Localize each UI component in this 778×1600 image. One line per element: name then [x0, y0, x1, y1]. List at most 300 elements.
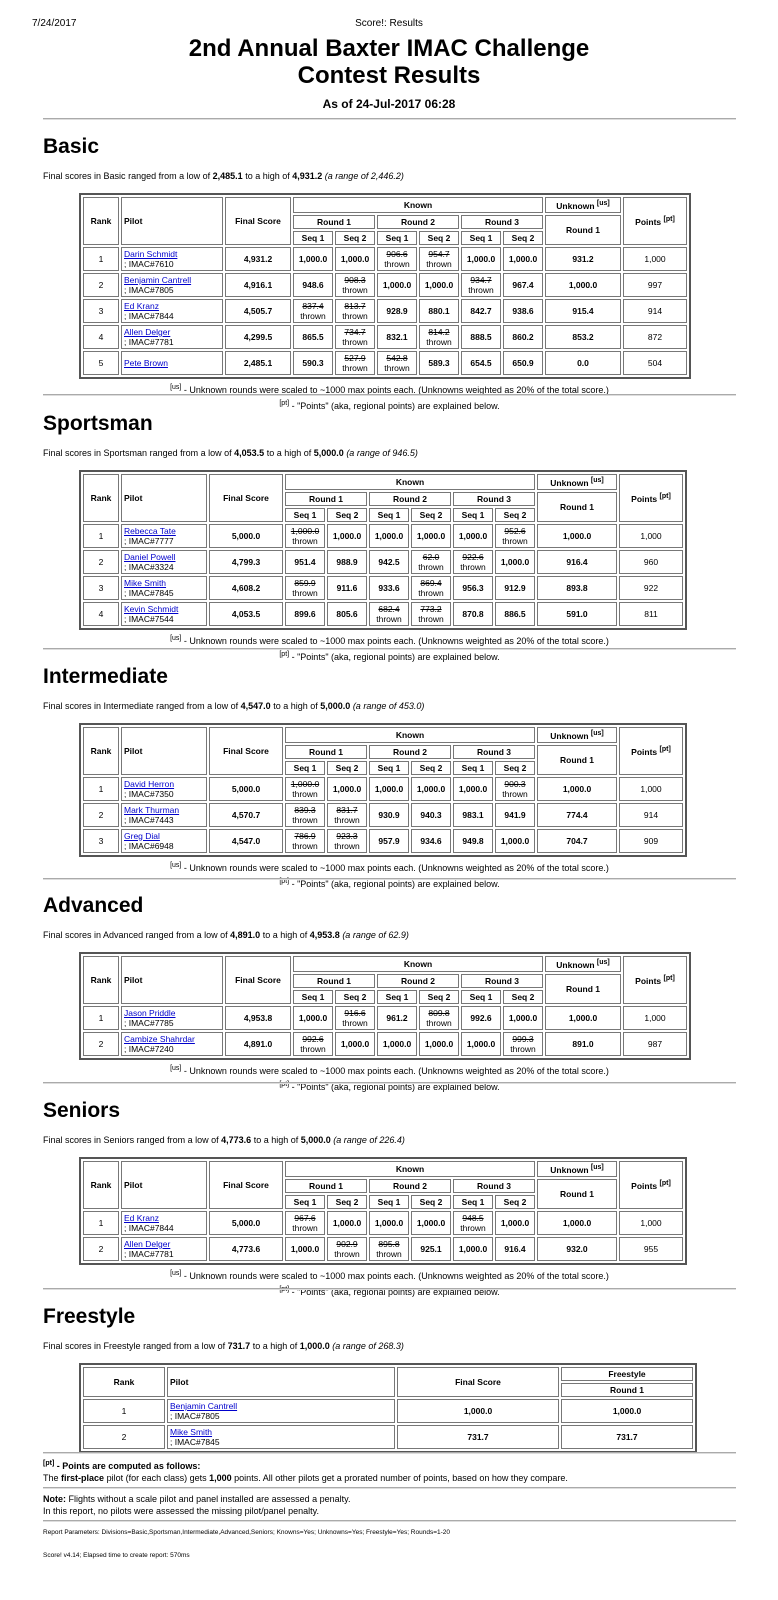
- points-bold-first-place: first-place: [61, 1473, 105, 1483]
- col-seq-2: Seq 2: [495, 761, 535, 775]
- seq-score-value: 809.8: [428, 1007, 450, 1018]
- seq-score-cell: 912.9: [495, 576, 535, 600]
- seq-score-value: 734.7: [344, 326, 366, 337]
- range-high: 5,000.0: [300, 1135, 331, 1145]
- col-round-3: Round 3: [453, 1179, 535, 1193]
- seq-score-cell: 1,000.0: [461, 247, 501, 271]
- table-row: [83, 351, 687, 375]
- seq-score-cell-thrown: [495, 777, 535, 801]
- col-known: Known: [293, 197, 543, 213]
- thrown-label: thrown: [334, 1248, 360, 1259]
- label-text: Intermediate: [103, 701, 154, 711]
- seq-score-cell: 1,000.0: [285, 1237, 325, 1261]
- seq-score-cell: 1,000.0: [377, 273, 417, 297]
- seq-score-cell: 949.8: [453, 829, 493, 853]
- rank-cell: 2: [83, 273, 119, 297]
- note-label: Note:: [43, 1494, 66, 1504]
- pilot-cell: [121, 576, 207, 600]
- thrown-label: thrown: [376, 613, 402, 624]
- col-rank: Rank: [83, 1367, 165, 1397]
- seq-score-cell: 938.6: [503, 299, 543, 323]
- seq-score-cell-thrown: [377, 351, 417, 375]
- col-points: [619, 1161, 683, 1209]
- label-text: Points: [635, 216, 662, 227]
- class-section-basic: [43, 132, 736, 413]
- pilot-cell: [121, 325, 223, 349]
- col-seq-1: Seq 1: [293, 990, 333, 1004]
- pt-marker: [pt]: [43, 1460, 55, 1467]
- seq-score-cell: 865.5: [293, 325, 333, 349]
- label-text: - Unknown rounds were scaled to ~1000 max points each. (Unknowns weighted as 20% of the total score.): [183, 1270, 609, 1281]
- seq-score-cell: 886.5: [495, 602, 535, 626]
- divider: [43, 1452, 736, 1454]
- seq-score-value: 839.3: [294, 804, 316, 815]
- label-text: Final scores in: [43, 171, 102, 181]
- seq-score-cell-thrown: [285, 524, 325, 548]
- range-high: 4,953.8: [309, 930, 340, 940]
- rank-cell: 1: [83, 1006, 119, 1030]
- label-text: Points: [631, 746, 658, 757]
- thrown-label: thrown: [502, 535, 528, 546]
- freestyle-round-1-cell: 1,000.0: [561, 1399, 693, 1423]
- label-text: to a high of: [262, 930, 308, 940]
- thrown-label: thrown: [342, 284, 368, 295]
- range-summary: [43, 1341, 736, 1355]
- label-text: - "Points" (aka, regional points) are explained below.: [291, 400, 500, 411]
- col-final-score: Final Score: [397, 1367, 559, 1397]
- imac-number: ; IMAC#7781: [124, 336, 174, 347]
- label-text: 268.3: [378, 1341, 401, 1351]
- seq-score-cell: 941.9: [495, 803, 535, 827]
- rank-cell: 2: [83, 550, 119, 574]
- pilot-cell: [121, 524, 207, 548]
- seq-score-cell: 880.1: [419, 299, 459, 323]
- table-row: [83, 1237, 683, 1261]
- thrown-label: thrown: [418, 587, 444, 598]
- table-row: [83, 325, 687, 349]
- pilot-link[interactable]: Pete Brown: [124, 357, 168, 368]
- seq-score-value: 527.9: [344, 352, 366, 363]
- col-seq-1: Seq 1: [369, 761, 409, 775]
- seq-score-cell-thrown: [285, 803, 325, 827]
- pilot-link[interactable]: Mike Smith: [124, 577, 167, 588]
- col-seq-1: Seq 1: [285, 761, 325, 775]
- seq-score-cell: 948.6: [293, 273, 333, 297]
- range-summary: [43, 448, 736, 462]
- imac-number: ; IMAC#7610: [124, 258, 174, 269]
- seq-score-cell: 870.8: [453, 602, 493, 626]
- divider: [43, 394, 736, 396]
- seq-score-cell: 961.2: [377, 1006, 417, 1030]
- seq-score-cell-thrown: [335, 299, 375, 323]
- col-round-3: Round 3: [453, 492, 535, 506]
- unknown-score-cell: 853.2: [545, 325, 621, 349]
- penalty-note: [43, 1493, 736, 1517]
- col-unknown: [545, 197, 621, 213]
- label-text: ): [400, 1341, 404, 1351]
- seq-score-cell-thrown: [285, 829, 325, 853]
- seq-score-value: 999.3: [512, 1033, 534, 1044]
- imac-number: ; IMAC#7785: [124, 1017, 174, 1028]
- range-high: 1,000.0: [299, 1341, 330, 1351]
- range-low: 4,773.6: [221, 1135, 252, 1145]
- thrown-label: thrown: [342, 1017, 368, 1028]
- seq-score-cell: 933.6: [369, 576, 409, 600]
- class-heading: Freestyle: [43, 1305, 136, 1328]
- label-text: Final scores in: [43, 930, 102, 940]
- unknown-score-cell: 1,000.0: [537, 1211, 617, 1235]
- label-text: ranged from a low of: [156, 701, 239, 711]
- col-seq-1: Seq 1: [453, 1195, 493, 1209]
- points-cell: 811: [619, 602, 683, 626]
- pilot-link[interactable]: Benjamin Cantrell: [170, 1401, 238, 1411]
- label-text: [pt]: [279, 1080, 290, 1088]
- col-round-2: Round 2: [369, 745, 451, 759]
- rank-cell: 1: [83, 1399, 165, 1423]
- thrown-label: thrown: [342, 362, 368, 373]
- table-row: [83, 803, 683, 827]
- class-heading: Sportsman: [43, 412, 153, 435]
- thrown-label: thrown: [292, 587, 318, 598]
- col-round-1: Round 1: [285, 1179, 367, 1193]
- thrown-label: thrown: [342, 310, 368, 321]
- seq-score-cell: 1,000.0: [327, 524, 367, 548]
- seq-score-value: 967.6: [294, 1212, 316, 1223]
- col-known: Known: [285, 1161, 535, 1177]
- range-span: [332, 1341, 404, 1351]
- label-text: Unknown: [556, 200, 595, 211]
- thrown-label: thrown: [292, 1222, 318, 1233]
- unknown-score-cell: 774.4: [537, 803, 617, 827]
- col-seq-1: Seq 1: [377, 231, 417, 245]
- label-text: ): [405, 930, 409, 940]
- unknown-score-cell: 915.4: [545, 299, 621, 323]
- thrown-label: thrown: [292, 814, 318, 825]
- table-row: [83, 1425, 693, 1449]
- col-unknown: [545, 956, 621, 972]
- final-score-cell: 4,608.2: [209, 576, 283, 600]
- seq-score-cell-thrown: [369, 602, 409, 626]
- points-cell: 1,000: [623, 1006, 687, 1030]
- col-seq-1: Seq 1: [461, 990, 501, 1004]
- seq-score-cell-thrown: [285, 576, 325, 600]
- col-round-2: Round 2: [369, 492, 451, 506]
- thrown-label: thrown: [334, 814, 360, 825]
- seq-score-cell: 654.5: [461, 351, 501, 375]
- pilot-link[interactable]: Daniel Powell: [124, 551, 176, 562]
- label-text: [pt]: [279, 650, 290, 658]
- table-row: [83, 1399, 693, 1423]
- seq-score-cell-thrown: [285, 1211, 325, 1235]
- label-text: Unknown: [550, 1164, 589, 1175]
- table-row: [83, 273, 687, 297]
- label-text: [pt]: [659, 1180, 671, 1187]
- pilot-link[interactable]: Kevin Schmidt: [124, 603, 179, 614]
- seq-score-cell: 1,000.0: [453, 1237, 493, 1261]
- label-text: Points: [631, 1180, 658, 1191]
- label-text: Points: [635, 975, 662, 986]
- thrown-label: thrown: [426, 1017, 452, 1028]
- final-score-cell: 731.7: [397, 1425, 559, 1449]
- final-score-cell: 4,547.0: [209, 829, 283, 853]
- seq-score-cell: 957.9: [369, 829, 409, 853]
- pilot-link[interactable]: Mike Smith: [170, 1427, 213, 1437]
- thrown-label: thrown: [300, 310, 326, 321]
- points-cell: 1,000: [619, 1211, 683, 1235]
- seq-score-value: 992.6: [302, 1033, 324, 1044]
- seq-score-cell: 1,000.0: [503, 1006, 543, 1030]
- seq-score-cell: 951.4: [285, 550, 325, 574]
- divider: [43, 1082, 736, 1084]
- points-cell: 1,000: [623, 247, 687, 271]
- unknown-score-cell: 591.0: [537, 602, 617, 626]
- pilot-link[interactable]: Allen Delger: [124, 1238, 171, 1249]
- col-freestyle-round-1: Round 1: [561, 1383, 693, 1397]
- col-pilot: Pilot: [121, 727, 207, 775]
- points-cell: 914: [623, 299, 687, 323]
- seq-score-cell: 930.9: [369, 803, 409, 827]
- table-row: [83, 576, 683, 600]
- thrown-label: thrown: [300, 1043, 326, 1054]
- pilot-cell: [121, 1006, 223, 1030]
- seq-score-value: 952.6: [504, 525, 526, 536]
- label-text: - "Points" (aka, regional points) are explained below.: [291, 878, 500, 889]
- title-line-1: 2nd Annual Baxter IMAC Challenge: [188, 35, 590, 62]
- col-seq-2: Seq 2: [495, 1195, 535, 1209]
- unknown-score-cell: 891.0: [545, 1032, 621, 1056]
- seq-score-value: 948.5: [462, 1212, 484, 1223]
- seq-score-cell: 832.1: [377, 325, 417, 349]
- divider: [43, 648, 736, 650]
- seq-score-value: 916.6: [344, 1007, 366, 1018]
- pilot-link[interactable]: Allen Delger: [124, 326, 171, 337]
- unknown-score-cell: 1,000.0: [537, 777, 617, 801]
- seq-score-cell: 860.2: [503, 325, 543, 349]
- col-unknown-round-1: Round 1: [537, 745, 617, 775]
- range-summary: [43, 171, 736, 185]
- label-text: [us]: [590, 477, 604, 484]
- footnotes: [43, 859, 736, 891]
- col-unknown-round-1: Round 1: [545, 215, 621, 245]
- col-freestyle: Freestyle: [561, 1367, 693, 1381]
- points-bold-1000: 1,000: [209, 1473, 232, 1483]
- seq-score-value: 900.3: [504, 778, 526, 789]
- points-cell: 872: [623, 325, 687, 349]
- seq-score-value: 934.7: [470, 274, 492, 285]
- label-text: [us]: [170, 1269, 182, 1277]
- thrown-label: thrown: [426, 258, 452, 269]
- points-text: pilot (for each class) gets: [106, 1473, 207, 1483]
- print-page-title: Score!: Results: [355, 18, 423, 29]
- pilot-link[interactable]: Ed Kranz: [124, 1212, 159, 1223]
- footnote-us: [43, 1062, 736, 1078]
- label-text: [us]: [170, 861, 182, 869]
- label-text: ranged from a low of: [128, 171, 211, 181]
- label-text: ranged from a low of: [136, 1135, 219, 1145]
- label-text: (a range of: [346, 448, 390, 458]
- label-text: ): [414, 448, 418, 458]
- label-text: (a range of: [342, 930, 386, 940]
- thrown-label: thrown: [418, 613, 444, 624]
- points-cell: 922: [619, 576, 683, 600]
- col-round-1: Round 1: [285, 745, 367, 759]
- pilot-link[interactable]: Cambize Shahrdar: [124, 1033, 195, 1044]
- col-seq-2: Seq 2: [503, 231, 543, 245]
- imac-number: ; IMAC#7240: [124, 1043, 174, 1054]
- thrown-label: thrown: [460, 561, 486, 572]
- col-rank: Rank: [83, 727, 119, 775]
- seq-score-value: 682.4: [378, 603, 400, 614]
- col-seq-2: Seq 2: [335, 990, 375, 1004]
- col-seq-1: Seq 1: [293, 231, 333, 245]
- imac-number: ; IMAC#7781: [124, 1248, 174, 1259]
- rank-cell: 1: [83, 247, 119, 271]
- seq-score-cell: 1,000.0: [495, 829, 535, 853]
- label-text: [pt]: [279, 399, 290, 407]
- col-seq-2: Seq 2: [327, 1195, 367, 1209]
- note-text: Flights without a scale pilot and panel installed are assessed a penalty.: [68, 1494, 351, 1504]
- label-text: Final scores in: [43, 1135, 102, 1145]
- pilot-cell: [121, 247, 223, 271]
- pilot-cell: [121, 273, 223, 297]
- seq-score-cell: 988.9: [327, 550, 367, 574]
- pilot-link[interactable]: Mark Thurman: [124, 804, 180, 815]
- col-points: [623, 197, 687, 245]
- range-span: [353, 701, 425, 711]
- class-section-sportsman: [43, 409, 736, 664]
- seq-score-value: 869.4: [420, 577, 442, 588]
- final-score-cell: 5,000.0: [209, 777, 283, 801]
- label-text: [pt]: [659, 746, 671, 753]
- label-text: Unknown: [556, 959, 595, 970]
- label-text: Unknown: [550, 730, 589, 741]
- seq-score-cell: 1,000.0: [495, 550, 535, 574]
- unknown-score-cell: 1,000.0: [545, 273, 621, 297]
- pilot-link[interactable]: David Herron: [124, 778, 175, 789]
- seq-score-cell: 1,000.0: [495, 1211, 535, 1235]
- col-pilot: Pilot: [121, 197, 223, 245]
- pilot-cell: [121, 777, 207, 801]
- rank-cell: 2: [83, 803, 119, 827]
- table-row: [83, 777, 683, 801]
- footnotes: [43, 1062, 736, 1094]
- seq-score-value: 895.8: [378, 1238, 400, 1249]
- seq-score-cell: 1,000.0: [503, 247, 543, 271]
- seq-score-cell: 1,000.0: [419, 1032, 459, 1056]
- table-row: [83, 299, 687, 323]
- col-seq-2: Seq 2: [419, 990, 459, 1004]
- unknown-score-cell: 893.8: [537, 576, 617, 600]
- seq-score-cell: 1,000.0: [377, 1032, 417, 1056]
- col-pilot: Pilot: [121, 1161, 207, 1209]
- seq-score-cell-thrown: [335, 325, 375, 349]
- divider: [43, 1520, 736, 1522]
- final-score-cell: 1,000.0: [397, 1399, 559, 1423]
- seq-score-cell: 911.6: [327, 576, 367, 600]
- imac-number: ; IMAC#7844: [124, 310, 174, 321]
- seq-score-cell-thrown: [411, 550, 451, 574]
- label-text: [us]: [596, 959, 610, 966]
- thrown-label: thrown: [376, 1248, 402, 1259]
- seq-score-value: 831.7: [336, 804, 358, 815]
- pilot-link[interactable]: Rebecca Tate: [124, 525, 176, 536]
- print-date: 7/24/2017: [32, 18, 77, 29]
- report-parameters: Report Parameters: Divisions=Basic,Sportsman,Intermediate,Advanced,Seniors; Knowns=Yes; Unknowns=Yes; Freestyle=Yes; Rounds=1-20: [43, 1529, 451, 1536]
- col-round-3: Round 3: [453, 745, 535, 759]
- final-score-cell: 4,773.6: [209, 1237, 283, 1261]
- imac-number: ; IMAC#6948: [124, 840, 174, 851]
- seq-score-cell: 992.6: [461, 1006, 501, 1030]
- pilot-link[interactable]: Greg Dial: [124, 830, 160, 841]
- points-heading: - Points are computed as follows:: [56, 1461, 201, 1471]
- pilot-link[interactable]: Darin Schmidt: [124, 248, 178, 259]
- table-row: [83, 1006, 687, 1030]
- final-score-cell: 5,000.0: [209, 524, 283, 548]
- seq-score-cell-thrown: [335, 1006, 375, 1030]
- seq-score-value: 922.6: [462, 551, 484, 562]
- label-text: - Unknown rounds were scaled to ~1000 max points each. (Unknowns weighted as 20% of the total score.): [183, 1065, 609, 1076]
- pilot-cell: [121, 299, 223, 323]
- range-high: 4,931.2: [292, 171, 323, 181]
- pilot-cell: [121, 550, 207, 574]
- label-text: ): [401, 1135, 405, 1145]
- seq-score-cell-thrown: [327, 829, 367, 853]
- pilot-link[interactable]: Jason Priddle: [124, 1007, 176, 1018]
- rank-cell: 2: [83, 1032, 119, 1056]
- seq-score-value: 908.3: [344, 274, 366, 285]
- col-seq-1: Seq 1: [369, 1195, 409, 1209]
- thrown-label: thrown: [502, 788, 528, 799]
- range-summary: [43, 701, 736, 715]
- seq-score-cell-thrown: [503, 1032, 543, 1056]
- label-text: [pt]: [663, 216, 675, 223]
- seq-score-cell: 1,000.0: [369, 1211, 409, 1235]
- col-final-score: Final Score: [225, 956, 291, 1004]
- seq-score-cell: 940.3: [411, 803, 451, 827]
- pilot-cell: [121, 1237, 207, 1261]
- unknown-score-cell: 1,000.0: [537, 524, 617, 548]
- table-row: [83, 1032, 687, 1056]
- label-text: 453.0: [398, 701, 422, 711]
- col-round-1: Round 1: [293, 974, 375, 988]
- unknown-score-cell: 916.4: [537, 550, 617, 574]
- points-text: points. All other pilots get a prorated number of points, based on how they compare.: [234, 1473, 568, 1483]
- col-round-2: Round 2: [369, 1179, 451, 1193]
- seq-score-cell-thrown: [285, 777, 325, 801]
- seq-score-value: 786.9: [294, 830, 316, 841]
- pilot-link[interactable]: Benjamin Cantrell: [124, 274, 192, 285]
- seq-score-cell: 942.5: [369, 550, 409, 574]
- seq-score-cell-thrown: [411, 602, 451, 626]
- range-summary: [43, 930, 736, 944]
- rank-cell: 2: [83, 1425, 165, 1449]
- final-score-cell: 4,953.8: [225, 1006, 291, 1030]
- label-text: Unknown: [550, 477, 589, 488]
- seq-score-cell: 967.4: [503, 273, 543, 297]
- label-text: to a high of: [273, 701, 318, 711]
- class-section-seniors: [43, 1096, 736, 1299]
- final-score-cell: 4,931.2: [225, 247, 291, 271]
- col-unknown-round-1: Round 1: [537, 492, 617, 522]
- pilot-link[interactable]: Ed Kranz: [124, 300, 159, 311]
- final-score-cell: 5,000.0: [209, 1211, 283, 1235]
- col-known: Known: [293, 956, 543, 972]
- rank-cell: 3: [83, 829, 119, 853]
- range-low: 4,547.0: [240, 701, 271, 711]
- seq-score-cell: 983.1: [453, 803, 493, 827]
- final-score-cell: 4,053.5: [209, 602, 283, 626]
- points-explanation: [43, 1458, 736, 1484]
